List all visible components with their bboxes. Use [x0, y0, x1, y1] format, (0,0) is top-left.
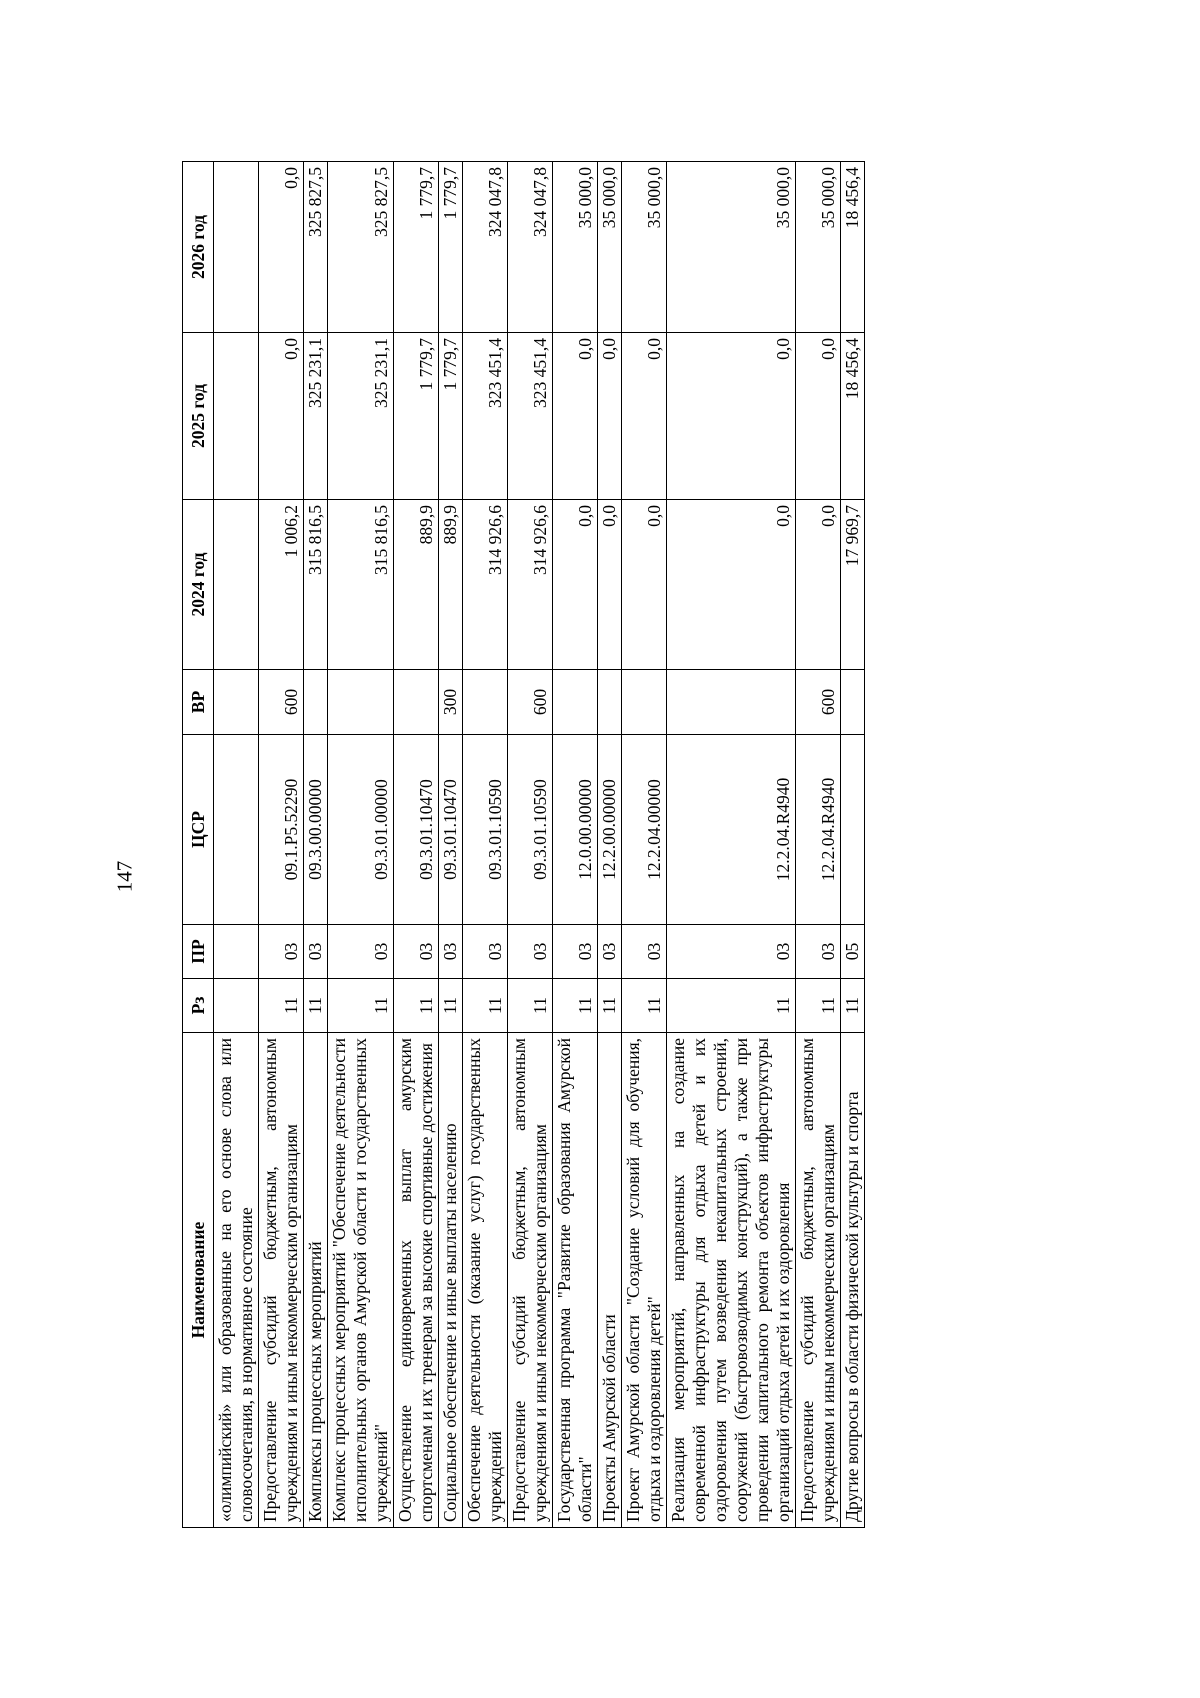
- header-name: Наименование: [183, 1033, 214, 1528]
- row-pr: 03: [394, 925, 439, 979]
- row-rz: 11: [304, 979, 328, 1033]
- table-row: [328, 162, 394, 1528]
- row-vr: [598, 670, 622, 735]
- row-2024: 17 969,7: [841, 500, 865, 670]
- row-vr: 300: [439, 670, 463, 735]
- row-pr: 03: [667, 925, 796, 979]
- table-row: [841, 162, 865, 1528]
- row-pr: [214, 925, 259, 979]
- row-2026: 325 827,5: [328, 162, 394, 333]
- row-name: Обеспечение деятельности (оказание услуг) государственных учреждений: [463, 1033, 508, 1528]
- row-pr: 03: [439, 925, 463, 979]
- row-vr: [394, 670, 439, 735]
- row-2026: [214, 162, 259, 333]
- table-row: [667, 162, 796, 1528]
- row-2026: 35 000,0: [553, 162, 598, 333]
- row-pr: 03: [553, 925, 598, 979]
- table-row: [796, 162, 841, 1528]
- row-2026: 324 047,8: [508, 162, 553, 333]
- row-2024: 0,0: [553, 500, 598, 670]
- row-pr: 03: [463, 925, 508, 979]
- row-2024: 1 006,2: [259, 500, 304, 670]
- row-2024: 0,0: [796, 500, 841, 670]
- row-2026: 35 000,0: [796, 162, 841, 333]
- row-rz: 11: [553, 979, 598, 1033]
- table-row: [304, 162, 328, 1528]
- row-2026: 1 779,7: [439, 162, 463, 333]
- row-2025: 0,0: [622, 333, 667, 500]
- row-rz: 11: [328, 979, 394, 1033]
- row-name: Осуществление единовременных выплат амурским спортсменам и их тренерам за высокие спортивные достижения: [394, 1033, 439, 1528]
- header-vr: ВР: [183, 670, 214, 735]
- table-row: [553, 162, 598, 1528]
- row-2025: 0,0: [667, 333, 796, 500]
- row-2025: 0,0: [259, 333, 304, 500]
- row-2026: 1 779,7: [394, 162, 439, 333]
- header-2025: 2025 год: [183, 333, 214, 500]
- row-name: «олимпийский» или образованные на его основе слова или словосочетания, в нормативное состояние: [214, 1033, 259, 1528]
- row-name: Комплексы процессных мероприятий: [304, 1033, 328, 1528]
- row-vr: 600: [796, 670, 841, 735]
- table-row: [394, 162, 439, 1528]
- row-rz: [214, 979, 259, 1033]
- row-2025: 323 451,4: [508, 333, 553, 500]
- row-csr: 09.3.01.10470: [394, 735, 439, 925]
- row-2026: 0,0: [259, 162, 304, 333]
- row-name: Другие вопросы в области физической культуры и спорта: [841, 1033, 865, 1528]
- row-csr: 09.3.01.10590: [463, 735, 508, 925]
- row-2025: 18 456,4: [841, 333, 865, 500]
- row-vr: [841, 670, 865, 735]
- row-vr: 600: [259, 670, 304, 735]
- row-2025: 325 231,1: [304, 333, 328, 500]
- row-2025: 1 779,7: [439, 333, 463, 500]
- table-row: [259, 162, 304, 1528]
- row-name: Предоставление субсидий бюджетным, автономным учреждениям и иным некоммерческим организациям: [508, 1033, 553, 1528]
- row-rz: 11: [394, 979, 439, 1033]
- row-2026: 35 000,0: [622, 162, 667, 333]
- row-csr: 12.0.00.00000: [553, 735, 598, 925]
- row-csr: 09.3.01.00000: [328, 735, 394, 925]
- row-2025: 323 451,4: [463, 333, 508, 500]
- row-vr: [463, 670, 508, 735]
- row-csr: 12.2.04.R4940: [796, 735, 841, 925]
- row-pr: 05: [841, 925, 865, 979]
- row-vr: [622, 670, 667, 735]
- row-csr: [841, 735, 865, 925]
- row-2024: [214, 500, 259, 670]
- row-rz: 11: [841, 979, 865, 1033]
- table-row: [439, 162, 463, 1528]
- row-pr: 03: [328, 925, 394, 979]
- table-row: [463, 162, 508, 1528]
- row-csr: 12.2.04.00000: [622, 735, 667, 925]
- row-2024: 315 816,5: [328, 500, 394, 670]
- row-2024: 0,0: [667, 500, 796, 670]
- row-rz: 11: [439, 979, 463, 1033]
- row-2024: 0,0: [622, 500, 667, 670]
- row-2026: 325 827,5: [304, 162, 328, 333]
- row-2025: 0,0: [598, 333, 622, 500]
- row-2024: 889,9: [394, 500, 439, 670]
- row-2025: 0,0: [553, 333, 598, 500]
- row-2025: 0,0: [796, 333, 841, 500]
- row-name: Комплекс процессных мероприятий "Обеспечение деятельности исполнительных органов Амурской области и государственных учреждений": [328, 1033, 394, 1528]
- row-rz: 11: [463, 979, 508, 1033]
- row-2026: 18 456,4: [841, 162, 865, 333]
- row-vr: [214, 670, 259, 735]
- row-csr: 12.2.00.00000: [598, 735, 622, 925]
- header-2026: 2026 год: [183, 162, 214, 333]
- row-name: Государственная программа "Развитие образования Амурской области": [553, 1033, 598, 1528]
- header-2024: 2024 год: [183, 500, 214, 670]
- row-rz: 11: [598, 979, 622, 1033]
- page-number: 147: [112, 860, 137, 893]
- row-pr: 03: [796, 925, 841, 979]
- row-vr: [304, 670, 328, 735]
- row-2024: 0,0: [598, 500, 622, 670]
- row-pr: 03: [259, 925, 304, 979]
- row-rz: 11: [796, 979, 841, 1033]
- budget-table-sheet: [182, 162, 1054, 1528]
- table-row: [598, 162, 622, 1528]
- row-rz: 11: [259, 979, 304, 1033]
- row-rz: 11: [622, 979, 667, 1033]
- row-2024: 314 926,6: [463, 500, 508, 670]
- row-name: Предоставление субсидий бюджетным, автономным учреждениям и иным некоммерческим организациям: [259, 1033, 304, 1528]
- row-name: Социальное обеспечение и иные выплаты населению: [439, 1033, 463, 1528]
- row-name: Предоставление субсидий бюджетным, автономным учреждениям и иным некоммерческим организациям: [796, 1033, 841, 1528]
- row-csr: [214, 735, 259, 925]
- table-row: [622, 162, 667, 1528]
- budget-table: [182, 161, 865, 1528]
- header-pr: ПР: [183, 925, 214, 979]
- row-2025: 1 779,7: [394, 333, 439, 500]
- row-2024: 889,9: [439, 500, 463, 670]
- row-name: Проекты Амурской области: [598, 1033, 622, 1528]
- row-vr: 600: [508, 670, 553, 735]
- row-vr: [553, 670, 598, 735]
- row-name: Реализация мероприятий, направленных на создание современной инфраструктуры для отдыха детей и их оздоровления путем возведения некапитальных строений, сооружений (быстровозводимых конструкций), а также при проведении капитального ремонта объектов инфраструктуры организаций отдыха детей и их оздоровления: [667, 1033, 796, 1528]
- header-rz: Рз: [183, 979, 214, 1033]
- table-row: [508, 162, 553, 1528]
- table-header-row: [183, 162, 214, 1528]
- row-csr: 09.3.00.00000: [304, 735, 328, 925]
- row-csr: 09.1.P5.52290: [259, 735, 304, 925]
- row-2024: 314 926,6: [508, 500, 553, 670]
- row-csr: 12.2.04.R4940: [667, 735, 796, 925]
- row-pr: 03: [622, 925, 667, 979]
- row-rz: 11: [508, 979, 553, 1033]
- row-2026: 35 000,0: [598, 162, 622, 333]
- row-pr: 03: [304, 925, 328, 979]
- row-2025: 325 231,1: [328, 333, 394, 500]
- row-rz: 11: [667, 979, 796, 1033]
- row-vr: [328, 670, 394, 735]
- row-2026: 324 047,8: [463, 162, 508, 333]
- row-csr: 09.3.01.10590: [508, 735, 553, 925]
- row-pr: 03: [598, 925, 622, 979]
- table-row: [214, 162, 259, 1528]
- row-csr: 09.3.01.10470: [439, 735, 463, 925]
- row-2025: [214, 333, 259, 500]
- row-pr: 03: [508, 925, 553, 979]
- row-name: Проект Амурской области "Создание условий для обучения, отдыха и оздоровления детей": [622, 1033, 667, 1528]
- row-vr: [667, 670, 796, 735]
- row-2026: 35 000,0: [667, 162, 796, 333]
- row-2024: 315 816,5: [304, 500, 328, 670]
- header-csr: ЦСР: [183, 735, 214, 925]
